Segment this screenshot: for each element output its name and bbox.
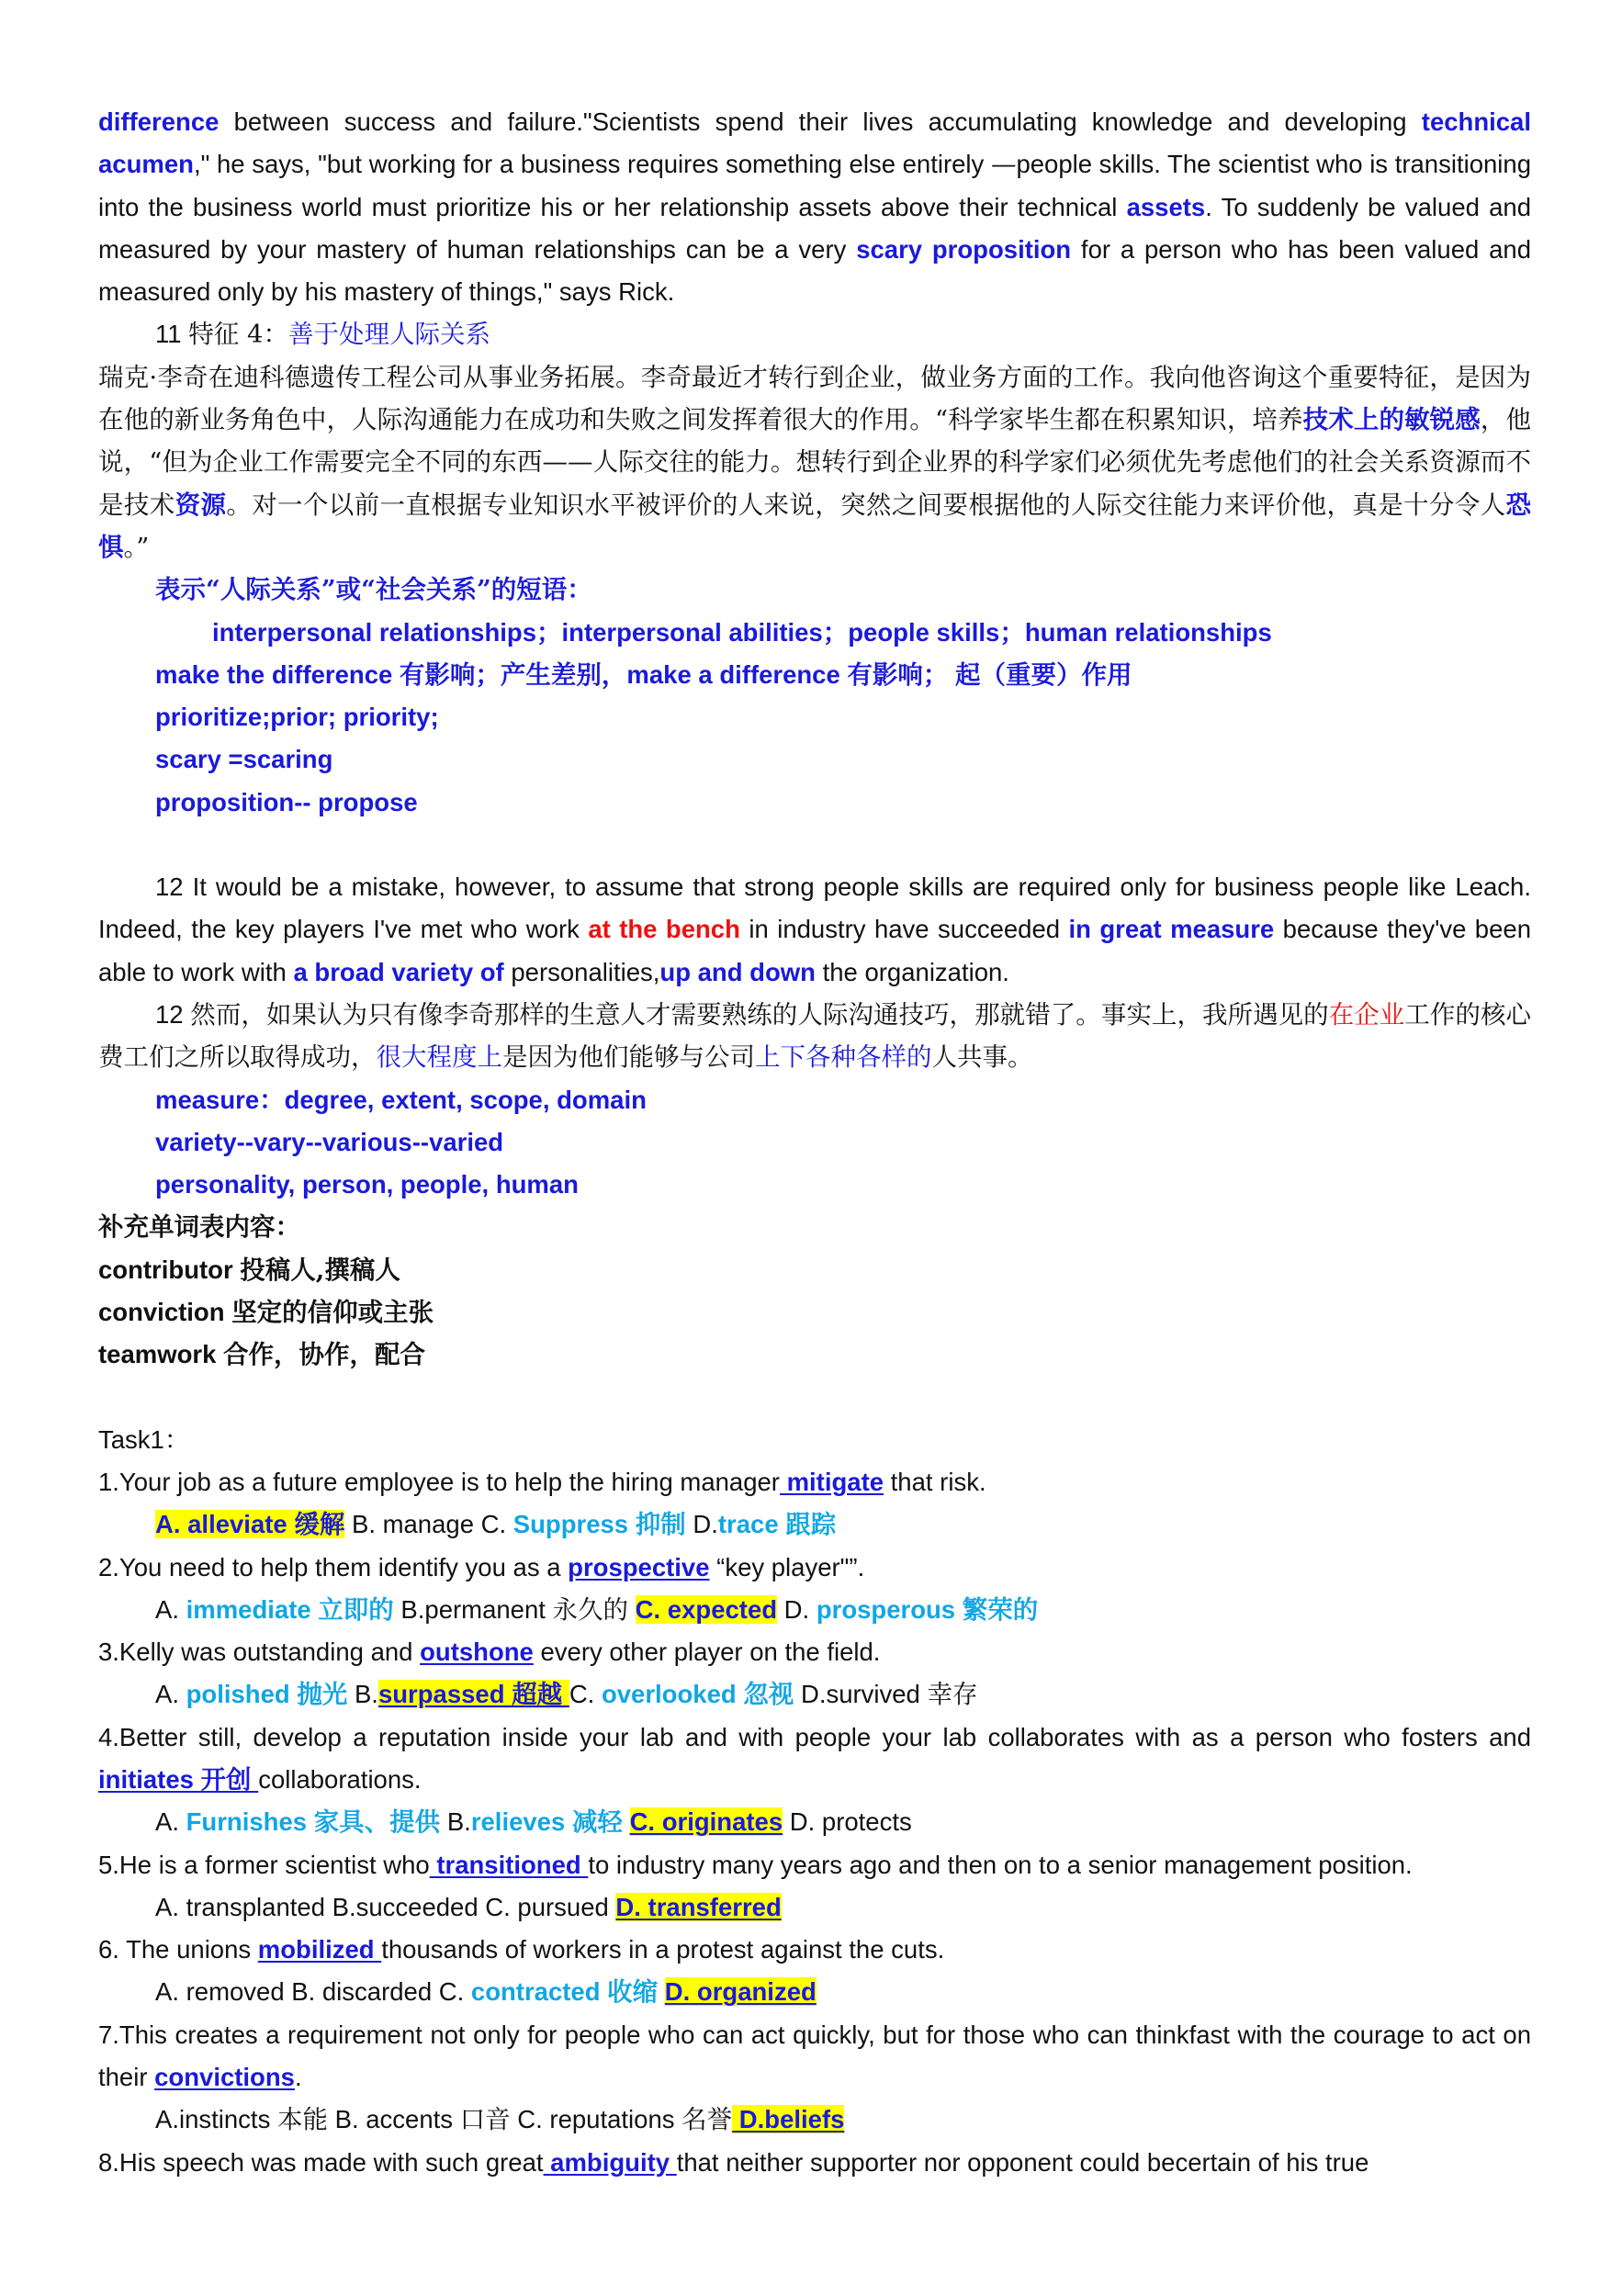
text-run: D. transferred — [615, 1892, 782, 1921]
text-run: B.permanent — [393, 1594, 553, 1624]
note-variety — [98, 1121, 1531, 1164]
text-run: scary =scaring — [155, 745, 333, 774]
text-run: A. — [155, 1680, 186, 1709]
text-run: thousands of workers in a protest against the cuts. — [381, 1935, 945, 1964]
text-run: 上下各种各样的 — [755, 1042, 932, 1073]
text-run: — — [990, 150, 1017, 180]
q2-stem — [98, 1547, 1531, 1589]
text-run: technical acumen — [98, 107, 1531, 179]
text-run: 2.You need to help them identify you as a — [98, 1552, 569, 1581]
text-run: 是因为他们能够与公司 — [502, 1042, 755, 1073]
text-run: 表示“人际关系”或“社会关系”的短语： — [155, 575, 592, 605]
text-run: for a person who has been valued and measured only by his mastery of things," says Rick. — [98, 234, 1531, 307]
text-run — [658, 1977, 665, 2006]
text-run: Suppress 抑制 — [513, 1510, 686, 1539]
text-run: 投稿人,撰稿人 — [240, 1255, 400, 1285]
text-run: C. originates — [629, 1807, 783, 1837]
q5-stem — [98, 1844, 1531, 1886]
note-phrases-heading — [98, 568, 1531, 611]
text-run: to industry many years ago and then on to a senior management position. — [588, 1850, 1413, 1879]
text-run: 在企业 — [1328, 999, 1405, 1030]
text-run: 12 — [155, 999, 191, 1029]
text-run: D.beliefs — [732, 2105, 845, 2134]
text-run: A. removed B. discarded C. — [155, 1977, 471, 2007]
para-12-chinese — [98, 994, 1531, 1079]
text-run: prioritize;prior; priority; — [155, 703, 439, 732]
text-run: B. manage C. — [344, 1510, 513, 1539]
q1-options — [98, 1503, 1531, 1546]
text-run: ambiguity — [543, 2147, 677, 2177]
text-run: A. alleviate 缓解 — [155, 1510, 345, 1539]
text-run: 资源 — [175, 490, 227, 520]
text-run: . — [294, 2063, 302, 2092]
note-phrases-list — [98, 612, 1531, 654]
text-run: C. — [569, 1680, 602, 1709]
text-run: 名誉 — [681, 2105, 733, 2135]
text-run: initiates 开创 — [98, 1764, 259, 1794]
text-run: trace 跟踪 — [717, 1510, 837, 1539]
note-make-difference — [98, 654, 1531, 696]
q7-stem — [98, 2014, 1531, 2099]
q7-options — [98, 2099, 1531, 2141]
text-run: people skills. The scientist who is transitioning into the business world must prioritize his or her relationship assets above their technical — [98, 150, 1531, 221]
para-11-heading — [98, 313, 1531, 355]
q3-stem — [98, 1631, 1531, 1673]
text-run: A. — [155, 1594, 186, 1624]
text-run: mitigate — [779, 1467, 884, 1496]
text-run: 1.Your job as a future employee is to help the hiring manager — [98, 1467, 780, 1496]
text-run: conviction — [98, 1298, 232, 1327]
text-run: contracted 收缩 — [470, 1977, 659, 2007]
q2-options — [98, 1589, 1531, 1631]
text-run: between success and failure."Scientists spend their lives accumulating knowledge and developing — [219, 107, 1422, 136]
text-run: 5.He is a former scientist who — [98, 1850, 430, 1879]
text-run: 坚定的信仰或主张 — [231, 1298, 434, 1328]
text-run: assets — [1126, 192, 1206, 221]
text-run: in industry have succeeded — [739, 915, 1069, 944]
vocab-heading — [98, 1206, 1531, 1248]
text-run: a broad variety of — [293, 957, 504, 986]
text-run: D.survived — [794, 1680, 928, 1709]
task1-heading — [98, 1419, 1531, 1461]
text-run: 8.His speech was made with such great — [98, 2147, 544, 2177]
text-run: immediate 立即的 — [186, 1594, 394, 1624]
text-run: 4.Better still, develop a reputation inside your lab and with people your lab collaborates with as a person who fosters and — [98, 1722, 1531, 1751]
q1-stem — [98, 1461, 1531, 1503]
text-run: 7.This creates a requirement not only for people who can act quickly, but for those who can thinkfast with the courage to act on their — [98, 2020, 1531, 2092]
text-run: variety--vary--various--varied — [155, 1127, 504, 1156]
gap — [98, 824, 1531, 866]
text-run: difference — [98, 107, 220, 136]
text-run: Task1： — [98, 1424, 190, 1454]
text-run: proposition-- propose — [155, 787, 418, 816]
para-11-chinese — [98, 356, 1531, 568]
text-run: B. accents — [327, 2105, 460, 2134]
q4-options — [98, 1801, 1531, 1843]
text-run: D. — [777, 1594, 817, 1624]
text-run: transitioned — [429, 1850, 589, 1879]
text-run: every other player on the field. — [533, 1638, 881, 1667]
para-11-english — [98, 101, 1531, 313]
text-run: 补充单词表内容： — [98, 1212, 300, 1243]
q4-stem — [98, 1716, 1531, 1802]
vocab-contributor — [98, 1249, 1531, 1291]
text-run: in great measure — [1068, 915, 1275, 944]
text-run: 本能 — [276, 2105, 328, 2135]
text-run: C. expected — [635, 1594, 778, 1624]
text-run: relieves 减轻 — [470, 1807, 623, 1837]
text-run: 善于处理人际关系 — [287, 320, 490, 350]
text-run: that risk. — [884, 1467, 986, 1496]
text-run: 3.Kelly was outstanding and — [98, 1638, 421, 1667]
text-run: measure：degree, extent, scope, domain — [155, 1085, 647, 1114]
text-run: 技术上的敏锐感 — [1302, 405, 1481, 435]
note-measure — [98, 1079, 1531, 1121]
text-run: outshone — [420, 1638, 534, 1667]
q6-options — [98, 1971, 1531, 2013]
text-run: 合作，协作，配合 — [223, 1340, 426, 1370]
text-run: at the bench — [588, 915, 740, 944]
text-run: B. — [347, 1680, 378, 1709]
document-page — [98, 101, 1531, 2184]
text-run: 瑞克·李奇在迪科德遗传工程公司从事业务拓展。李奇最近才转行到企业，做业务方面的工作。我向他咨询这个重要特征，是因为在他的新业务角色中，人际沟通能力在成功和失败之间发挥着很大的作用。“科学家毕生都在积累知识，培养 — [98, 362, 1531, 435]
text-run: polished 抛光 — [186, 1680, 348, 1709]
text-run: contributor — [98, 1255, 241, 1284]
text-run: collaborations. — [258, 1764, 422, 1794]
text-run: convictions — [154, 2063, 295, 2092]
text-run: interpersonal relationships；interpersonal abilities；people skills；human relationships — [212, 617, 1272, 647]
text-run: 人共事。 — [931, 1042, 1033, 1073]
text-run: 幸存 — [927, 1680, 978, 1710]
vocab-teamwork — [98, 1334, 1531, 1376]
note-prioritize — [98, 696, 1531, 738]
gap — [98, 1377, 1531, 1419]
text-run: 很大程度上 — [376, 1042, 502, 1073]
text-run: overlooked 忽视 — [601, 1680, 794, 1709]
note-scary — [98, 738, 1531, 781]
text-run: B. — [440, 1807, 471, 1837]
text-run — [628, 1595, 636, 1624]
text-run: D. organized — [664, 1977, 817, 2007]
text-run: 恐惧 — [98, 490, 1532, 562]
text-run: because they've been able to work with — [98, 915, 1531, 986]
text-run — [623, 1807, 630, 1836]
text-run: 11 — [155, 320, 189, 349]
text-run: up and down — [659, 957, 816, 986]
text-run: that neither supporter nor opponent could becertain of his true — [676, 2147, 1369, 2177]
text-run: personalities, — [503, 957, 660, 986]
text-run: the organization. — [815, 957, 1009, 986]
text-run: 6. The unions — [98, 1935, 258, 1964]
text-run: mobilized — [257, 1935, 382, 1964]
text-run: 口音 — [459, 2105, 511, 2135]
note-proposition — [98, 782, 1531, 824]
text-run: prosperous 繁荣的 — [816, 1594, 1039, 1624]
text-run: 工作的核心费工们之所以取得成功， — [98, 999, 1532, 1073]
text-run: A. — [155, 1807, 186, 1837]
text-run: D. protects — [783, 1807, 912, 1837]
text-run: C. reputations — [510, 2105, 682, 2134]
text-run: teamwork — [98, 1340, 224, 1369]
text-run: scary proposition — [856, 234, 1072, 264]
note-personality — [98, 1164, 1531, 1206]
text-run: 然而，如果认为只有像李奇那样的生意人才需要熟练的人际沟通技巧，那就错了。事实上，我所遇见的 — [190, 999, 1329, 1030]
q6-stem — [98, 1929, 1531, 1971]
q5-options — [98, 1886, 1531, 1929]
text-run: personality, person, people, human — [155, 1170, 579, 1199]
q3-options — [98, 1673, 1531, 1716]
para-12-english — [98, 866, 1531, 994]
vocab-conviction — [98, 1291, 1531, 1334]
text-run: 永久的 — [552, 1594, 629, 1625]
text-run: surpassed 超越 — [377, 1680, 569, 1709]
text-run: ，他说，“但为企业工作需要完全不同的东西——人际交往的能力。想转行到企业界的科学家们必须优先考虑他们的社会关系资源而不是技术 — [98, 405, 1532, 520]
text-run: Furnishes 家具、提供 — [186, 1807, 441, 1837]
text-run: 特征 4： — [188, 320, 288, 350]
text-run: A.instincts — [155, 2105, 277, 2134]
text-run: 12 It would be a mistake, however, to assume that strong people skills are required only for business people like Leach. Indeed, the key players I've met who work — [98, 872, 1531, 944]
text-run: 。” — [123, 532, 150, 562]
q8-stem — [98, 2142, 1531, 2184]
text-run: A. transplanted B.succeeded C. pursued — [155, 1892, 616, 1921]
text-run: prospective — [568, 1552, 710, 1581]
text-run: . To suddenly be valued and measured by your mastery of human relationships can be a very — [98, 192, 1531, 264]
text-run: make the difference 有影响；产生差别，make a difference 有影响； 起（重要）作用 — [155, 659, 1132, 689]
text-run: “key player"”. — [709, 1552, 865, 1581]
text-run: 。对一个以前一直根据专业知识水平被评价的人来说，突然之间要根据他的人际交往能力来评价他，真是十分令人 — [226, 490, 1506, 520]
text-run: ," he says, "but working for a business requires something else entirely — [193, 150, 991, 179]
text-run: D. — [685, 1510, 718, 1539]
